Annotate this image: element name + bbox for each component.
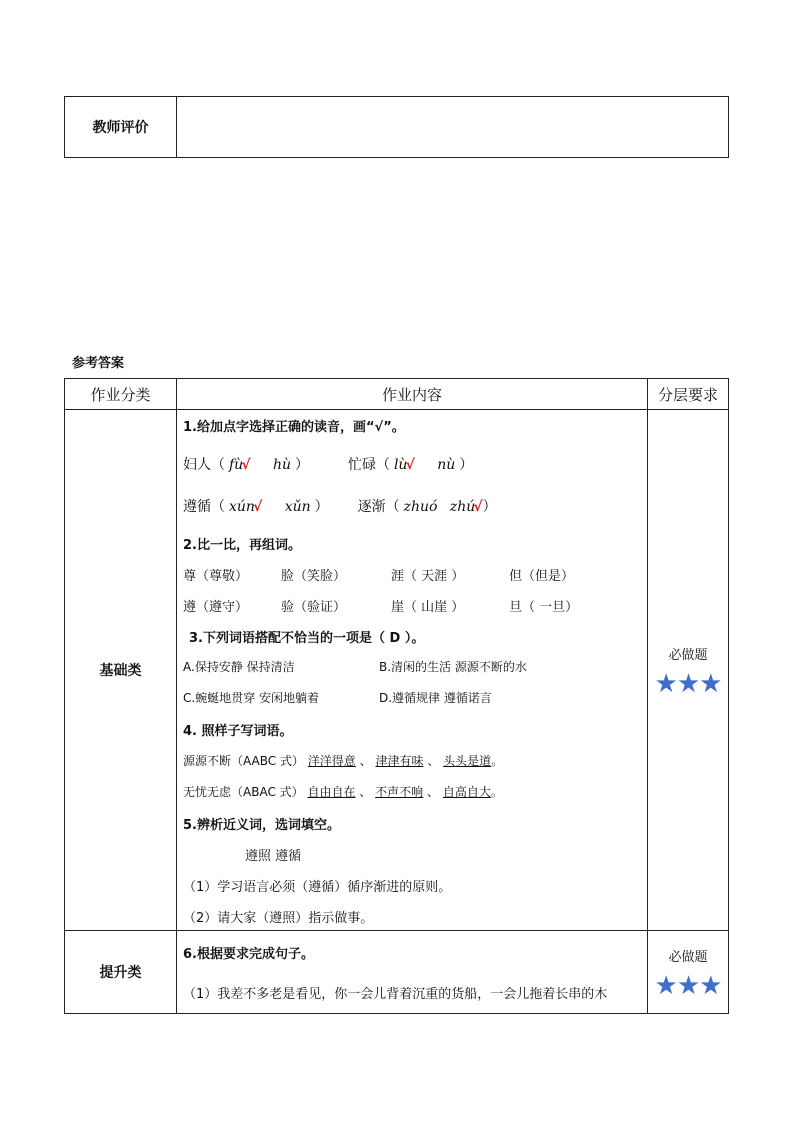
advanced-requirement-label: 必做题 — [668, 949, 708, 965]
basic-row — [65, 410, 729, 931]
q1-r2-pinyin2: xǔn — [284, 499, 311, 515]
basic-requirement-label: 必做题 — [668, 647, 708, 663]
q2-r2-c1: 遵（遵守） — [183, 600, 249, 615]
q1-r2-pinyin1: xún — [229, 499, 255, 515]
q3-option-d: D.遵循规律 遵循诺言 — [379, 691, 492, 705]
q5-words: 遵照 遵循 — [245, 849, 302, 864]
q1-r2-word2: 逐渐（ — [357, 499, 400, 515]
teacher-evaluation-label: 教师评价 — [65, 97, 177, 158]
star-rating-icon: ★★★ — [654, 668, 722, 699]
q4-r1-sep1: 、 — [359, 754, 372, 768]
q3-option-b: B.清闲的生活 源源不断的水 — [379, 660, 527, 674]
q1-r2-pinyin4: zhú — [449, 499, 476, 515]
advanced-row — [65, 931, 729, 1014]
q5-title: 5.辨析近义词，选词填空。 — [183, 818, 340, 833]
q1-r2-close2: ） — [482, 499, 497, 515]
q6-sentence1: （1）我差不多老是看见，你一会儿背着沉重的货船，一会儿拖着长串的木 — [183, 987, 608, 1002]
q5-sentence1: （1）学习语言必须（遵循）循序渐进的原则。 — [183, 880, 452, 895]
q4-r2-sep2: 、 — [427, 785, 440, 799]
q1-r1-close2: ） — [459, 457, 474, 473]
q4-r1-end: 。 — [491, 754, 504, 768]
q3-row2 — [183, 689, 492, 706]
q1-r1-close1: ） — [295, 457, 310, 473]
advanced-category: 提升类 — [65, 931, 177, 1014]
q1-r2-pinyin3: zhuó — [403, 499, 438, 515]
basic-category: 基础类 — [65, 410, 177, 931]
header-row — [65, 379, 729, 410]
q4-r1-answer3: 头头是道 — [443, 754, 492, 768]
header-requirement: 分层要求 — [648, 379, 729, 410]
advanced-requirement — [648, 931, 729, 1014]
q1-r1-pinyin2: hù — [273, 457, 292, 473]
q3-option-c: C.蜿蜒地贯穿 安闲地躺着 — [183, 691, 320, 705]
teacher-evaluation-cell[interactable] — [177, 97, 729, 158]
q1-r1-pinyin4: nù — [437, 457, 456, 473]
q4-r2-end: 。 — [490, 785, 503, 799]
q2-r2-c2: 验（验证） — [281, 600, 347, 615]
q3-option-a: A.保持安静 保持清洁 — [183, 660, 295, 674]
q4-r2-sep1: 、 — [359, 785, 372, 799]
q1-r1-word1: 妇人（ — [183, 457, 225, 473]
header-category: 作业分类 — [65, 379, 177, 410]
q1-r2-close1: ） — [314, 499, 329, 515]
star-rating-icon: ★★★ — [654, 970, 722, 1001]
q2-r1-c2: 脸（笑脸） — [281, 569, 347, 584]
q4-r1-sep2: 、 — [427, 754, 440, 768]
basic-requirement — [648, 410, 729, 931]
header-content: 作业内容 — [177, 379, 648, 410]
q2-title: 2.比一比，再组词。 — [183, 538, 301, 553]
check-mark-icon: √ — [473, 499, 483, 515]
q4-r2-answer2: 不声不响 — [375, 785, 424, 799]
q3-title: 3.下列词语搭配不恰当的一项是（ D ）。 — [189, 631, 425, 646]
check-mark-icon: √ — [252, 499, 263, 515]
q6-title: 6.根据要求完成句子。 — [183, 947, 314, 962]
q2-row2 — [183, 596, 578, 615]
q1-row2 — [183, 496, 497, 516]
q3-row1 — [183, 658, 527, 675]
q2-r1-c3: 涯（ 天涯 ） — [391, 569, 465, 584]
q2-r2-c3: 崖（ 山崖 ） — [391, 600, 465, 615]
q1-r1-word2: 忙碌（ — [347, 457, 390, 473]
advanced-content — [177, 931, 648, 1014]
q2-r2-c4: 旦（ 一旦） — [509, 600, 579, 615]
q4-r2-answer3: 自高自大 — [442, 785, 491, 799]
q1-r1-pinyin3: lù — [393, 457, 408, 473]
teacher-evaluation-table — [64, 96, 729, 158]
q2-row1 — [183, 565, 574, 584]
q4-row1 — [183, 752, 503, 769]
q4-row2 — [183, 783, 503, 800]
q1-r2-word1: 遵循（ — [183, 499, 225, 515]
q2-r1-c4: 但（但是） — [509, 569, 575, 584]
answers-title: 参考答案 — [72, 356, 125, 371]
q4-title: 4. 照样子写词语。 — [183, 724, 293, 739]
q1-title: 1.给加点字选择正确的读音，画“√”。 — [183, 420, 405, 435]
check-mark-icon: √ — [241, 457, 251, 473]
q1-r1-pinyin1: fù — [229, 457, 244, 473]
q1-row1 — [183, 454, 473, 474]
q4-r1-answer2: 津津有味 — [375, 754, 424, 768]
check-mark-icon: √ — [405, 457, 415, 473]
q4-r1-prefix: 源源不断（AABC 式） — [183, 754, 304, 768]
q4-r1-answer1: 洋洋得意 — [307, 754, 356, 768]
q4-r2-prefix: 无忧无虑（ABAC 式） — [183, 785, 304, 799]
basic-content — [177, 410, 648, 931]
q2-r1-c1: 尊（尊敬） — [183, 569, 249, 584]
q4-r2-answer1: 自由自在 — [307, 785, 356, 799]
q5-sentence2: （2）请大家（遵照）指示做事。 — [183, 911, 374, 926]
answer-table — [64, 378, 729, 1014]
